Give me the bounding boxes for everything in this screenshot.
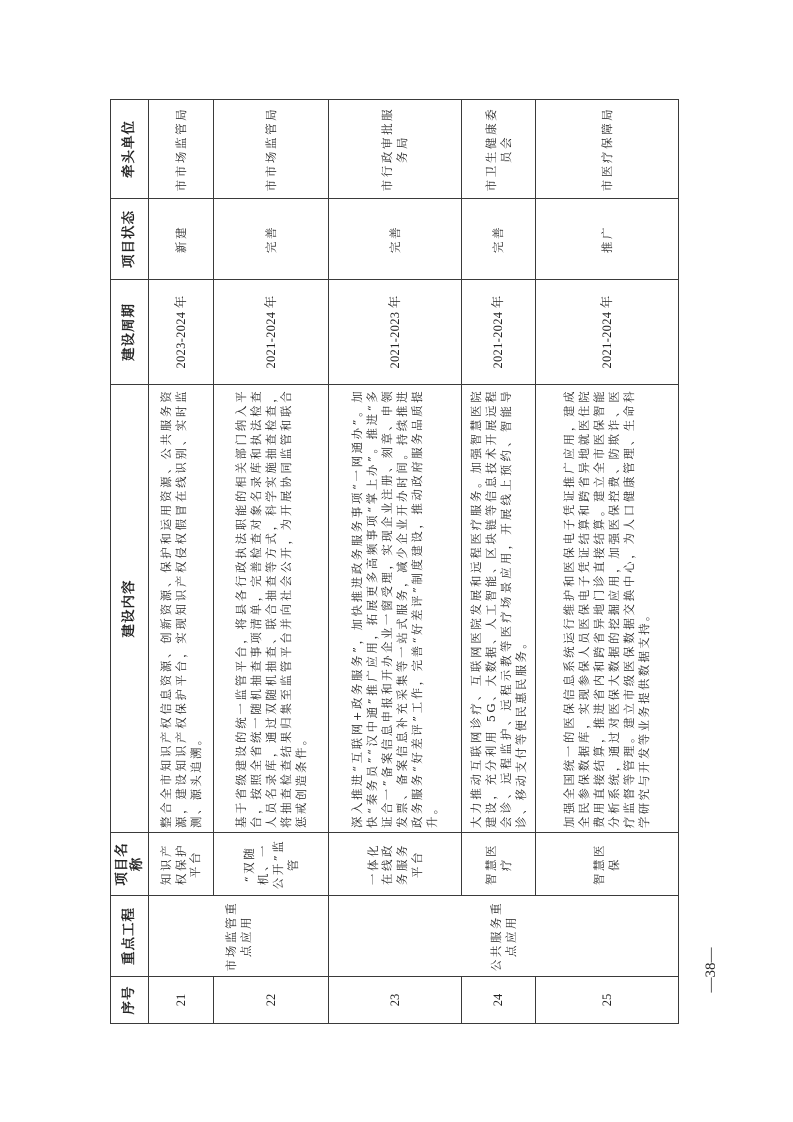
cell-content: 基于省级建设的统一监管平台，将县各行政执法职能的相关部门纳入平台，按照全省统一随机抽查事项清单，完善检查对象名录库和执法检查人员名录库，通过双随机抽查、联合抽查等方式，科学实施抽查检查，将抽查检查结果归集至监管平台并向社会公开，为开展协同监管和联合惩戒创造条件。 (214, 385, 329, 833)
table-row (462, 100, 536, 1024)
page-number-text: —38— (703, 947, 719, 993)
cell-period: 2021-2024 年 (462, 280, 536, 385)
cell-status: 完善 (214, 199, 329, 280)
header-content: 建设内容 (111, 385, 149, 833)
cell-period: 2021-2024 年 (536, 280, 679, 385)
cell-lead-unit: 市市场监管局 (149, 100, 214, 199)
cell-content: 深入推进“互联网+政务服务”，加快推进政务服务事项“一网通办”。加快“秦务员”“汉中通”推广应用，拓展更多高频事项“掌上办”。推进“多证合一”备案信息申报和开办企业一窗受理，实现企业注册、刻章、申领发票、备案信息补充采集等一站式服务，减少企业开办时间。持续推进政务服务“好差评”工作，完善“好差评”制度建设，推动政府服务品质提升。 (329, 385, 462, 833)
cell-seq: 25 (536, 977, 679, 1024)
cell-seq: 23 (329, 977, 462, 1024)
header-period: 建设周期 (111, 280, 149, 385)
cell-key-project-group: 市场监管重点应用 (149, 896, 329, 977)
cell-key-project-group: 公共服务重点应用 (329, 896, 679, 977)
header-lead-unit: 牵头单位 (111, 100, 149, 199)
cell-project-name: “双随机、一公开”监管 (214, 833, 329, 896)
cell-project-name: 一体化在线政务服务平台 (329, 833, 462, 896)
cell-content: 加强全国统一的医保信息系统运行维护和医保电子凭证推广应用，建成全民参保数据库，实现参保人员医保电子凭证结算和跨省异地就医住院费用直接结算，推进省内和跨省异地门诊直接结算。建立全市医保智能分析系统，通过对医保大数据的挖掘应用，加强医保控费、防欺诈、医疗监督等管理。建立市级医保数据交换中心，为人口健康管理、生命科学研究与开发等业务提供数据支持。 (536, 385, 679, 833)
table-row (536, 100, 679, 1024)
cell-content: 大力推动互联网诊疗、互联网医院发展和远程医疗服务。加强智慧医院建设，充分利用 5G、大数据、人工智能、区块链等信息技术开展远程会诊、远程监护、远程示教等医疗场景应用，开展线上预约、智能导诊、移动支付等便民惠民服务。 (462, 385, 536, 833)
table-row (329, 100, 462, 1024)
cell-status: 推广 (536, 199, 679, 280)
cell-content: 整合全市知识产权信息资源、创新资源、保护和运用资源、公共服务资源，建设知识产权保护平台，实现知识产权侵权假冒在线识别、实时监测、源头追溯。 (149, 385, 214, 833)
project-table (110, 99, 679, 1024)
cell-seq: 21 (149, 977, 214, 1024)
cell-project-name: 智慧医保 (536, 833, 679, 896)
table-row (214, 100, 329, 1024)
cell-lead-unit: 市卫生健康委员会 (462, 100, 536, 199)
rotated-table-container (110, 100, 678, 1024)
cell-lead-unit: 市市场监管局 (214, 100, 329, 199)
header-seq: 序号 (111, 977, 149, 1024)
cell-lead-unit: 市医疗保障局 (536, 100, 679, 199)
header-project-name: 项目名称 (111, 833, 149, 896)
cell-status: 完善 (462, 199, 536, 280)
cell-status: 完善 (329, 199, 462, 280)
header-status: 项目状态 (111, 199, 149, 280)
cell-period: 2021-2023 年 (329, 280, 462, 385)
table-row (149, 100, 214, 1024)
header-key-project: 重点工程 (111, 896, 149, 977)
cell-project-name: 智慧医疗 (462, 833, 536, 896)
cell-project-name: 知识产权保护平台 (149, 833, 214, 896)
cell-lead-unit: 市行政审批服务局 (329, 100, 462, 199)
cell-period: 2021-2024 年 (214, 280, 329, 385)
cell-seq: 24 (462, 977, 536, 1024)
cell-status: 新建 (149, 199, 214, 280)
cell-seq: 22 (214, 977, 329, 1024)
table-header-row (111, 100, 149, 1024)
cell-period: 2023-2024 年 (149, 280, 214, 385)
page-number (700, 940, 730, 1000)
